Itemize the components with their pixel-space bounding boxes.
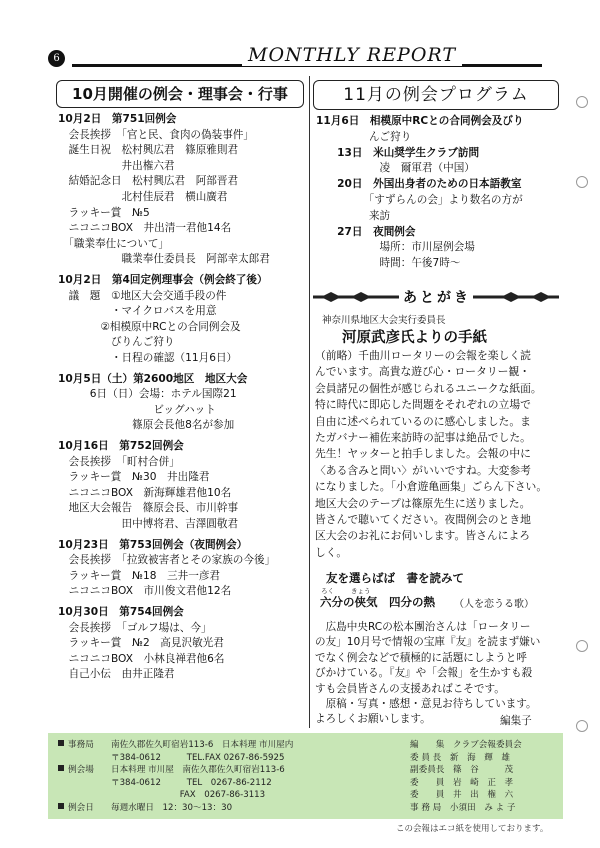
text-line: 27日 夜間例会 <box>316 225 416 238</box>
text-line: 会長挨拶 「ゴルフ場は、今」 <box>58 621 212 634</box>
text-line: 凌 爾軍君（中国） <box>316 162 475 175</box>
text-line: 来訪 <box>316 209 391 222</box>
text-line: 先生！ヤッターと拍手しました。会報の中に <box>315 447 531 461</box>
footer-text: 委 員 長 新 海 輝 雄 <box>410 752 510 763</box>
footer-right <box>410 739 522 814</box>
footer-line <box>58 752 293 765</box>
masthead-title: MONTHLY REPORT <box>242 44 462 66</box>
text-line: しく。 <box>315 545 348 559</box>
text-line: 会長挨拶 「官と民、食肉の偽装事件」 <box>58 128 254 141</box>
text-line: 10月30日 第754回例会 <box>58 606 184 618</box>
footer-text: 委 員 井 出 権 六 <box>410 790 514 800</box>
text-line: 地区大会のテープは篠原先生に送りました。 <box>315 496 531 510</box>
text-line: 結婚記念日 松村興広君 阿部晋君 <box>58 175 239 188</box>
footer-text: 編 集 クラブ会報委員会 <box>410 740 522 750</box>
text-line: 「すずらんの会」より数名の方が <box>316 194 523 206</box>
text-line: ビッグハット <box>58 403 216 416</box>
footer-text: 事 務 局 小須田 み よ 子 <box>410 802 516 813</box>
text-line: 篠原会長他8名が参加 <box>58 419 235 432</box>
atogaki-from: 神奈川県地区大会実行委員長 <box>322 315 446 326</box>
text-line: 10月2日 第4回定例理事会（例会終了後） <box>58 274 268 286</box>
text-line: んでいます。高貴な遊び心・ロータリー観・ <box>315 365 531 379</box>
text-line: 10月16日 第752回例会 <box>58 440 184 452</box>
footer-line <box>58 802 293 815</box>
page-number: 6 <box>48 50 65 67</box>
text-line: 場所：市川屋例会場 <box>316 241 475 254</box>
text-line: よろしくお願いします。 <box>315 713 431 726</box>
footer-line <box>410 789 522 802</box>
text-line: 広島中央RCの松本團治さんは「ロータリー <box>315 621 531 633</box>
text-line: 地区大会報告 篠原会長、市川幹事 <box>58 502 239 515</box>
text-line: 議 題 ①地区大会交通手段の件 <box>58 289 227 302</box>
atogaki-title: 河原武彦氏よりの手紙 <box>342 330 487 346</box>
text-line: ラッキー賞 №30 井出隆君 <box>58 471 210 484</box>
text-line: 10月5日（土）第2600地区 地区大会 <box>58 372 248 385</box>
text-line: 誕生日祝 松村興広君 篠原雅則君 <box>58 144 239 157</box>
footer-text: FAX 0267-86-3113 <box>68 790 266 800</box>
footer-text: 委 員 岩 崎 正 孝 <box>410 777 514 788</box>
text-line: ニコニコBOX 市川俊文君他12名 <box>58 585 232 598</box>
text-line: （前略）千曲川ロータリーの会報を楽しく読 <box>315 349 531 362</box>
editor-signature: 編集子 <box>500 715 532 727</box>
text-line: ニコニコBOX 井出清一君他14名 <box>58 222 232 235</box>
text-line: 区大会のお礼にお伺いします。皆さんによろ <box>315 529 531 543</box>
text-line: 6日（日）会場：ホテル国際21 <box>58 388 237 401</box>
binder-hole <box>576 176 588 188</box>
text-line: 皆さんで聴いてください。夜間例会のとき地 <box>315 513 531 526</box>
text-line: でなく例会などで積極的に話題にしようと呼 <box>315 651 527 664</box>
text-line: 自由に述べられているのに感心しました。ま <box>315 414 531 428</box>
atogaki-ribbon <box>311 288 561 306</box>
footer-text: 事務局 南佐久郡佐久町宿岩113-6 日本料理 市川屋内 <box>68 740 294 750</box>
atogaki-label: あとがき <box>403 290 471 306</box>
text-line: びりんご狩り <box>58 336 175 349</box>
text-line: 会員諸兄の個性が感じられるユニークな紙面。 <box>315 381 542 395</box>
footer-line <box>410 752 522 765</box>
footer-line <box>58 739 293 752</box>
eco-note: この会報はエコ紙を使用しております。 <box>396 824 549 834</box>
footer-line <box>410 739 522 752</box>
poem-line-1: 友を選らばば 書を読みて <box>326 571 464 585</box>
text-line: 自己小伝 由井正隆君 <box>58 668 175 681</box>
text-line: 時間：午後7時～ <box>316 257 461 270</box>
text-line: ニコニコBOX 小林良禅君他6名 <box>58 652 225 665</box>
text-line: 10月23日 第753回例会（夜間例会） <box>58 538 248 551</box>
november-program <box>316 114 561 274</box>
column-divider <box>309 76 310 728</box>
text-line: 会長挨拶 「町村合併」 <box>58 455 180 468</box>
footer-line <box>58 764 293 777</box>
text-line: 職業奉仕委員長 阿部幸太郎君 <box>58 253 270 266</box>
right-title: 11月の例会プログラム <box>343 85 529 105</box>
text-line: 井出権六君 <box>58 159 175 172</box>
text-line: 会長挨拶 「拉致被害者とその家族の今後」 <box>58 554 276 567</box>
left-title-box <box>56 80 304 108</box>
bullet-icon <box>58 803 64 809</box>
footer-line <box>410 802 522 815</box>
text-line: ・日程の確認（11月6日） <box>58 352 238 364</box>
text-line: たガバナー補佐来訪時の記事は絶品でした。 <box>315 431 531 444</box>
text-line: ・マイクロバスを用意 <box>58 305 217 318</box>
text-line: すも会員皆さんの支援あればこそです。 <box>315 682 505 695</box>
binder-hole <box>576 640 588 652</box>
poem-source: （人を恋うる歌） <box>454 599 534 610</box>
text-line: ラッキー賞 №5 <box>58 206 150 219</box>
text-line: 13日 米山奨学生クラブ訪問 <box>316 146 480 159</box>
footer-line <box>410 764 522 777</box>
text-line: 原稿・写真・感想・意見お待ちしています。 <box>315 698 537 710</box>
text-line: 特に時代に即応した問題をそれぞれの立場で <box>315 398 531 412</box>
text-line: んご狩り <box>316 130 412 143</box>
footer-line <box>410 777 522 790</box>
october-events <box>58 112 308 712</box>
footer-line <box>58 789 293 802</box>
text-line: 田中博将君、吉澤圓敬君 <box>58 518 239 530</box>
right-title-box <box>313 80 559 110</box>
text-line: の友」10月号で情報の宝庫『友』を読まず嫌い <box>315 636 541 649</box>
bullet-icon <box>58 740 64 746</box>
letter-body <box>315 348 563 558</box>
left-title: 10月開催の例会・理事会・行事 <box>72 85 288 103</box>
poem-ruby-2: きょう <box>351 587 371 595</box>
footer-line <box>58 777 293 790</box>
text-line: 北村佳辰君 横山廣君 <box>58 191 228 203</box>
binder-hole <box>576 720 588 732</box>
text-line: 11月6日 相模原中RCとの合同例会及びり <box>316 115 524 127</box>
text-line: になりました。「小倉遊亀画集」ごらん下さい。 <box>315 480 548 494</box>
poem-line-2: 六分の侠気 四分の熱 <box>320 595 435 609</box>
footer-text: 例会日 毎週水曜日 12：30～13：30 <box>68 802 233 813</box>
text-line: 「職業奉仕について」 <box>58 237 170 250</box>
binder-hole <box>576 96 588 108</box>
text-line: ニコニコBOX 新海輝雄君他10名 <box>58 486 232 499</box>
text-line: びかけている。『友』や「会報」を生かすも殺 <box>315 667 533 680</box>
text-line: 20日 外国出身者のための日本語教室 <box>316 178 522 191</box>
text-line: ラッキー賞 №2 高見沢敏光君 <box>58 637 224 650</box>
footer-left <box>58 739 293 814</box>
footer-text: 例会場 日本料理 市川屋 南佐久郡佐久町宿岩113-6 <box>68 765 285 775</box>
footer-text: 〒384-0612 TEL.FAX 0267-86-5925 <box>68 752 285 763</box>
poem <box>318 570 563 614</box>
text-line: 10月2日 第751回例会 <box>58 113 177 125</box>
masthead <box>72 44 542 68</box>
text-line: ラッキー賞 №18 三井一彦君 <box>58 569 221 582</box>
poem-ruby-1: ろく <box>321 587 334 595</box>
footer-text: 〒384-0612 TEL 0267-86-2112 <box>68 777 272 788</box>
footer-info <box>48 733 563 819</box>
text-line: ②相模原中RCとの合同例会及 <box>58 320 241 333</box>
bullet-icon <box>58 765 64 771</box>
footer-text: 副委員長 篠 谷 茂 <box>410 765 514 775</box>
text-line: 〈ある含みと問い〉がいいですね。大変参考 <box>315 463 531 477</box>
